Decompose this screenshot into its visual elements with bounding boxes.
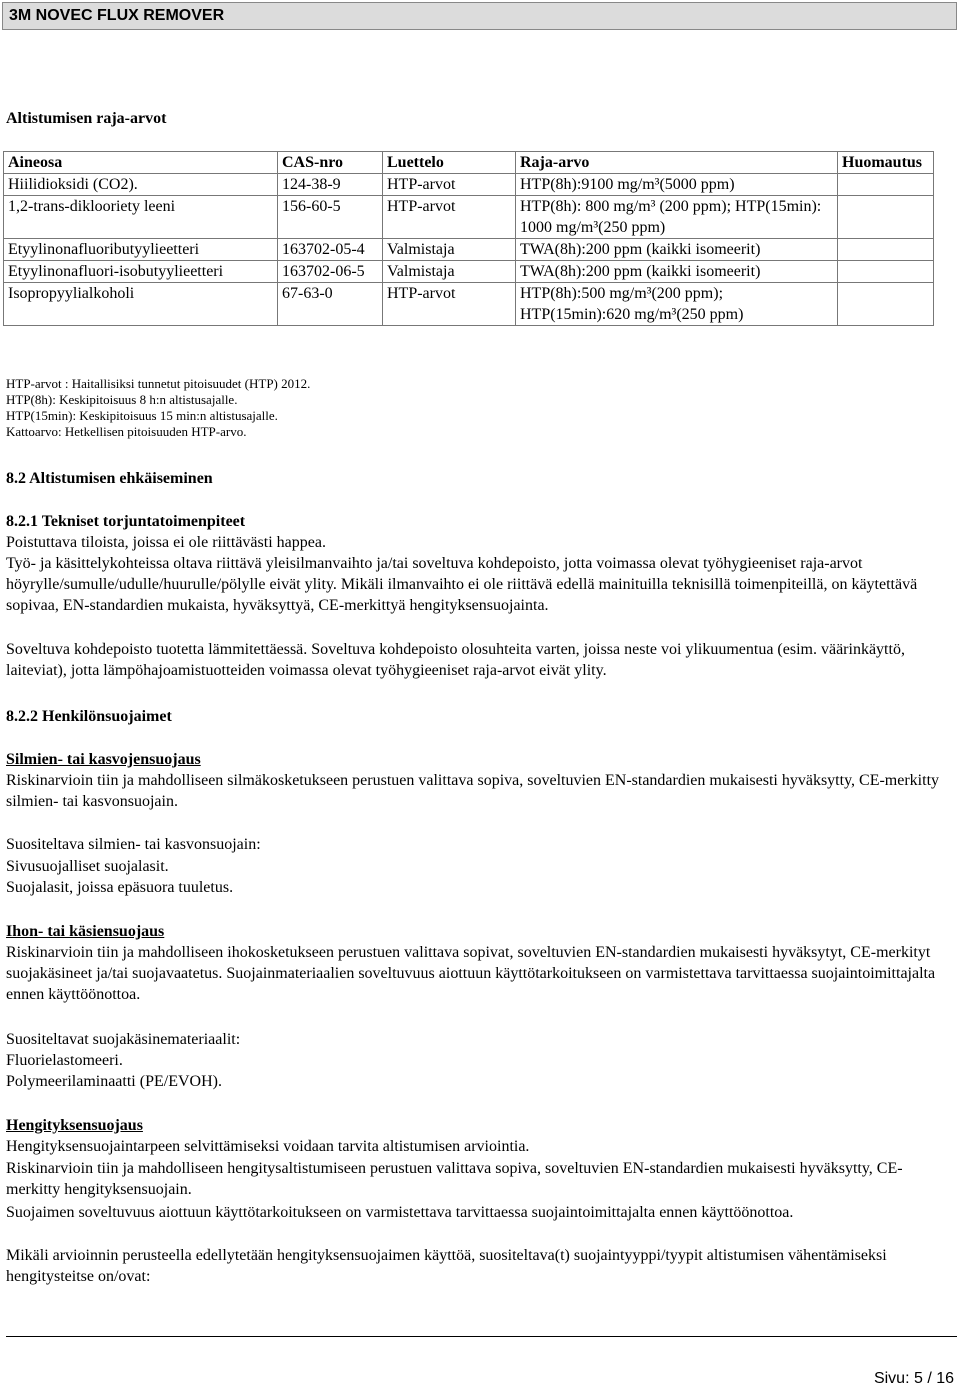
note-line: Kattoarvo: Hetkellisen pitoisuuden HTP-arvo. [6, 424, 247, 439]
paragraph: Soveltuva kohdepoisto tuotetta lämmitettäessä. Soveltuva kohdepoisto olosuhteita varten, joissa neste voi ylikuumentua (esim. väärinkäyttö, laiteviat), jotta lämpöhajoamistuotteiden voimassa olevat työhygieeniset raja-arvot eivät ylity. [6, 641, 905, 679]
paragraph: Riskinarvioin tiin ja mahdolliseen hengitysaltistumiseen perustuen valittava sopiva, soveltuvien EN-standardien mukaisesti hyväksytty, CE-merkitty hengityksensuojain. [6, 1160, 903, 1198]
paragraph: Riskinarvioin tiin ja mahdolliseen silmäkosketukseen perustuen valittava sopiva, soveltuvien EN-standardien mukaisesti hyväksytty, CE-merkitty silmien- tai kasvonsuojain. [6, 772, 940, 810]
cell-substance: Isopropyylialkoholi [4, 283, 278, 326]
paragraph: Työ- ja käsittelykohteissa oltava riittävä yleisilmanvaihto ja/tai soveltuva kohdepoisto, jotta voimassa olevat työhygieeniset raja-arvot höyrylle/sumulle/udulle/huurulle/pölylle eivät ylity. Mikäli ilmanvaihto ei ole riittävä edellä mainituilla teknisillä toimenpiteillä, on käytettävä sopivaa, EN-standardien mukaista, hyväksyttyä, CE-merkittyä hengityksensuojainta. [6, 555, 918, 614]
cell-limit: TWA(8h):200 ppm (kaikki isomeerit) [516, 239, 838, 261]
table-header-row [4, 152, 934, 174]
cell-cas: 163702-05-4 [278, 239, 383, 261]
note-line: HTP(15min): Keskipitoisuus 15 min:n altistusajalle. [6, 408, 278, 423]
cell-substance: 1,2-trans-diklooriety leeni [4, 196, 278, 239]
cell-limit: HTP(8h):500 mg/m³(200 ppm); HTP(15min):620 mg/m³(250 ppm) [516, 283, 838, 326]
cell-list: HTP-arvot [383, 174, 516, 196]
column-header-limit: Raja-arvo [516, 152, 838, 174]
list-item: Sivusuojalliset suojalasit. [6, 858, 169, 875]
footer-divider [6, 1336, 957, 1337]
cell-substance: Etyylinonafluoributyylieetteri [4, 239, 278, 261]
cell-note [838, 196, 934, 239]
exposure-section-title: Altistumisen raja-arvot [6, 110, 167, 127]
note-line: HTP-arvot : Haitallisiksi tunnetut pitoisuudet (HTP) 2012. [6, 376, 311, 391]
section-8-2-title: 8.2 Altistumisen ehkäiseminen [6, 470, 213, 487]
section-8-2-2-title: 8.2.2 Henkilönsuojaimet [6, 708, 172, 725]
paragraph: Riskinarvioin tiin ja mahdolliseen ihokosketukseen perustuen valittava sopivat, soveltuvien EN-standardien mukaisesti hyväksytyt, CE-merkityt suojakäsineet ja/tai suojavaatetus. Suojainmateriaalien soveltuvuus aiottuun käyttötarkoitukseen on varmistettava tarvittaessa suojaintoimittajalta ennen käyttöönottoa. [6, 944, 936, 1003]
paragraph: Mikäli arvioinnin perusteella edellytetään hengityksensuojaimen käyttöä, suositeltava(t) suojaintyyppi/tyypit altistumisen vähentämiseksi hengitysteitse on/ovat: [6, 1247, 887, 1285]
paragraph: Hengityksensuojaintarpeen selvittämiseksi voidaan tarvita altistumisen arviointia. [6, 1138, 530, 1155]
eye-protection-title: Silmien- tai kasvojensuojaus [6, 751, 201, 768]
cell-list: Valmistaja [383, 261, 516, 283]
respiratory-protection-title: Hengityksensuojaus [6, 1117, 143, 1134]
list-item: Suojalasit, joissa epäsuora tuuletus. [6, 879, 234, 896]
table-row [4, 174, 934, 196]
list-item: Fluorielastomeeri. [6, 1052, 123, 1069]
table-row [4, 239, 934, 261]
cell-note [838, 239, 934, 261]
exposure-limits-table [3, 151, 934, 326]
document-title: 3M NOVEC FLUX REMOVER [9, 7, 225, 24]
skin-protection-title: Ihon- tai käsiensuojaus [6, 923, 165, 940]
table-row [4, 283, 934, 326]
section-8-2-1-title: 8.2.1 Tekniset torjuntatoimenpiteet [6, 513, 246, 530]
cell-limit: TWA(8h):200 ppm (kaikki isomeerit) [516, 261, 838, 283]
page-number: Sivu: 5 / 16 [873, 1370, 954, 1387]
cell-limit: HTP(8h): 800 mg/m³ (200 ppm); HTP(15min): 1000 mg/m³(250 ppm) [516, 196, 838, 239]
cell-substance: Etyylinonafluori-isobutyylieetteri [4, 261, 278, 283]
paragraph: Poistuttava tiloista, joissa ei ole riittävästi happea. [6, 534, 326, 551]
cell-note [838, 261, 934, 283]
cell-cas: 163702-06-5 [278, 261, 383, 283]
note-line: HTP(8h): Keskipitoisuus 8 h:n altistusajalle. [6, 392, 238, 407]
table-row [4, 261, 934, 283]
paragraph: Suojaimen soveltuvuus aiottuun käyttötarkoitukseen on varmistettava tarvittaessa suojaintoimittajalta ennen käyttöönottoa. [6, 1204, 794, 1221]
column-header-list: Luettelo [383, 152, 516, 174]
paragraph: Suositeltava silmien- tai kasvonsuojain: [6, 836, 261, 853]
cell-note [838, 283, 934, 326]
document-header-bar [2, 2, 957, 30]
cell-list: Valmistaja [383, 239, 516, 261]
cell-list: HTP-arvot [383, 283, 516, 326]
table-notes [6, 376, 310, 440]
table-row [4, 196, 934, 239]
list-item: Polymeerilaminaatti (PE/EVOH). [6, 1073, 222, 1090]
cell-cas: 156-60-5 [278, 196, 383, 239]
column-header-note: Huomautus [838, 152, 934, 174]
cell-note [838, 174, 934, 196]
cell-limit: HTP(8h):9100 mg/m³(5000 ppm) [516, 174, 838, 196]
paragraph: Suositeltavat suojakäsinemateriaalit: [6, 1031, 241, 1048]
cell-substance: Hiilidioksidi (CO2). [4, 174, 278, 196]
cell-cas: 67-63-0 [278, 283, 383, 326]
cell-cas: 124-38-9 [278, 174, 383, 196]
cell-list: HTP-arvot [383, 196, 516, 239]
column-header-substance: Aineosa [4, 152, 278, 174]
column-header-cas: CAS-nro [278, 152, 383, 174]
